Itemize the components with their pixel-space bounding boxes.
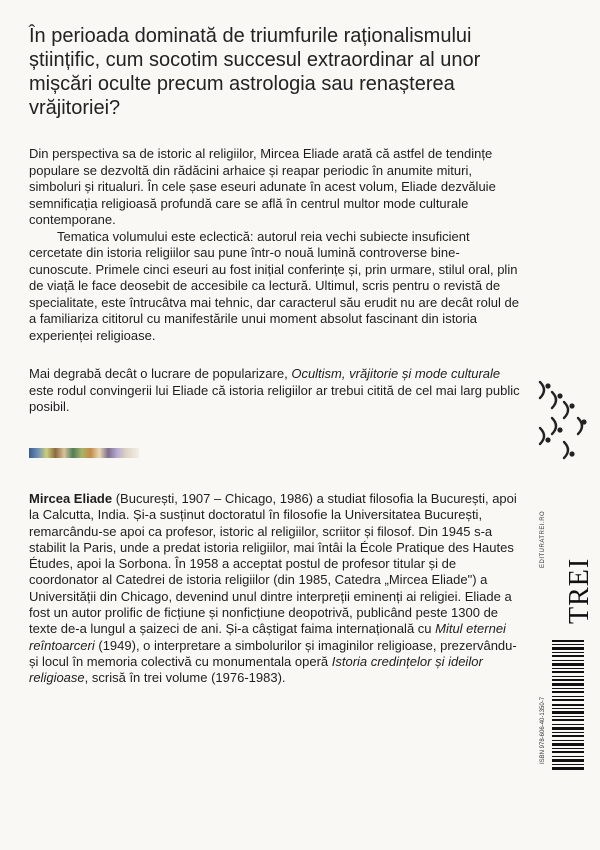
closing-text-before: Mai degrabă decât o lucrare de popularizare, [29,366,292,381]
closing-text-after: este rodul convingerii lui Eliade că istoria religiilor ar trebui citită de cel mai larg public posibil. [29,382,520,414]
publisher-emblem-icon [534,374,590,468]
barcode-icon [550,638,586,772]
bio-text-3: , scrisă în trei volume (1976-1983). [84,670,286,686]
book-blurb [29,146,521,344]
book-title-italic: Ocultism, vrăjitorie și mode culturale [291,366,501,381]
author-name: Mircea Eliade [29,491,113,506]
blurb-paragraph-2: Tematica volumului este eclectică: autorul reia vechi subiecte insuficient cercetate din istoria religiilor sau pune într-o nouă lumină controverse bine-cunoscute. Primele cinci eseuri au fost inițial conferințe și, prin urmare, stilul oral, plin de viață le face deosebit de accesibile ca lectură. Ultimul, scris pentru o revistă de specialitate, este întrucâtva mai tehnic, dar caracterul său erudit nu are decât rolul de a familiariza cititorul cu manifestările unui moment absolut fascinant din istoria experienței religioase. [29,228,519,343]
bio-work-2: Istoria credințelor și ideilor religioase [29,653,483,686]
isbn-number: ISBN 978-606-40-1350-7 [540,696,546,764]
blurb-paragraph-1: Din perspectiva sa de istoric al religiilor, Mircea Eliade arată că astfel de tendințe populare se dezvoltă din rădăcini arhaice și reapar periodic în anumite mituri, simboluri și ritualuri. În cele șase eseuri adunate în acest volum, Eliade dezvăluie semnificația religioasă profundă care se află în centrul multor mode culturale contemporane. [29,146,496,227]
publisher-logo: TREI [564,557,595,624]
bio-text-1: (București, 1907 – Chicago, 1986) a studiat filosofia la București, apoi la Calcutta, India. Și-a susținut doctoratul în filosofie la Universitatea București, remarcându-se apoi ca profesor, istoric al religiilor, scriitor și filosof. Din 1945 s-a stabilit la Paris, unde a predat istoria religiilor, mai întâi la École Pratique des Hautes Études, apoi la Sorbona. În 1958 a acceptat postul de profesor titular și de coordonator al Catedrei de istoria religiilor (din 1985, Catedra „Mircea Eliade") a Universității din Chicago, devenind unul dintre interpreții eminenți ai religiei. Eliade a fost un autor prolific de ficțiune și nonficțiune deopotrivă, publicând peste 1300 de texte de-a lungul a șaizeci de ani. Și-a câștigat faima internațională cu [29,491,517,637]
back-cover-question [29,24,521,120]
closing-paragraph [29,366,521,416]
decorative-color-strip [29,448,139,458]
publisher-website: EDITURATREI.RO [540,510,546,568]
bio-text-2: (1949), o interpretare a simbolurilor și imaginilor religioase, prezervându-și locul în memoria colectivă cu monumentala operă [29,637,517,669]
bio-work-1: Mitul eternei reîntoarceri [29,621,506,653]
question-text: În perioada dominată de triumfurile raționalismului științific, cum socotim succesul extraordinar al unor mișcări oculte precum astrologia sau renașterea vrăjitoriei? [29,25,481,119]
author-bio [29,491,521,687]
